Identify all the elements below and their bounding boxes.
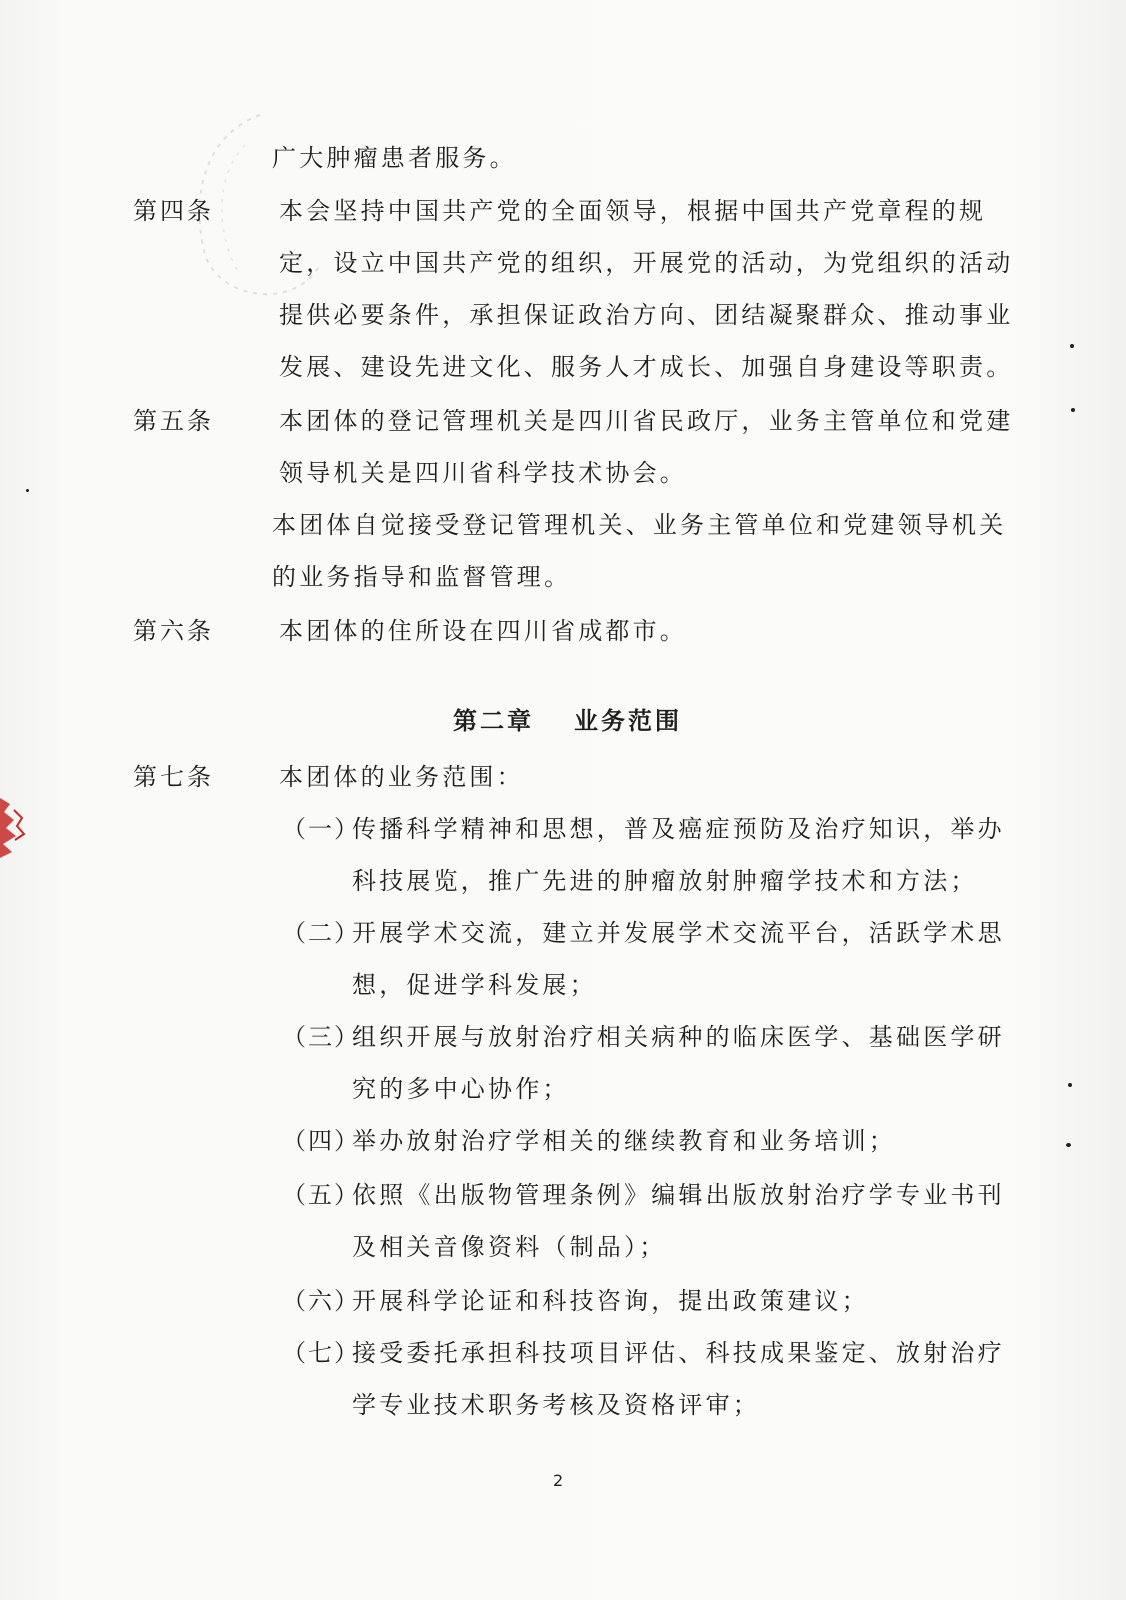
item-line: 开展科学论证和科技咨询，提出政策建议； [352,1287,869,1315]
speck [1070,344,1074,348]
chapter-title: 业务范围 [574,706,682,735]
item-line: 组织开展与放射治疗相关病种的临床医学、基础医学研 [352,1023,1005,1051]
item-line: 传播科学精神和思想，普及癌症预防及治疗知识，举办 [352,815,1005,843]
article3-continuation: 广大肿瘤患者服务。 [272,144,517,172]
item-line: 开展学术交流，建立并发展学术交流平台，活跃学术思 [352,919,1005,947]
item-marker: （二） [282,919,360,947]
speck [26,489,29,492]
article5-line: 领导机关是四川省科学技术协会。 [279,459,687,487]
article4-line: 提供必要条件，承担保证政治方向、团结凝聚群众、推动事业 [279,301,1014,329]
item-line: 学专业技术职务考核及资格评审； [352,1391,760,1419]
item-marker: （六） [282,1287,360,1315]
item-line: 想，促进学科发展； [352,971,597,999]
item-line: 接受委托承担科技项目评估、科技成果鉴定、放射治疗 [352,1339,1005,1367]
item-marker: （一） [282,815,360,843]
article5-extra-line: 本团体自觉接受登记管理机关、业务主管单位和党建领导机关 [272,511,1007,539]
article5-extra-line: 的业务指导和监督管理。 [272,563,572,591]
item-line: 及相关音像资料（制品）； [352,1233,667,1261]
speck [1066,1143,1071,1147]
article4-line: 本会坚持中国共产党的全面领导，根据中国共产党章程的规 [279,197,987,225]
chapter-heading [453,706,682,736]
article7-label: 第七条 [133,763,214,791]
item-line: 举办放射治疗学相关的继续教育和业务培训； [352,1127,896,1155]
article4-line: 定，设立中国共产党的组织，开展党的活动，为党组织的活动 [279,249,1014,277]
item-marker: （五） [282,1181,360,1209]
item-marker: （四） [282,1127,360,1155]
red-seal-edge [0,790,28,860]
speck [1068,1083,1072,1087]
item-line: 究的多中心协作； [352,1075,570,1103]
article5-line: 本团体的登记管理机关是四川省民政厅，业务主管单位和党建 [279,407,1014,435]
speck [1071,408,1075,412]
item-line: 依照《出版物管理条例》编辑出版放射治疗学专业书刊 [352,1181,1005,1209]
article4-line: 发展、建设先进文化、服务人才成长、加强自身建设等职责。 [279,353,1014,381]
item-line: 科技展览，推广先进的肿瘤放射肿瘤学技术和方法； [352,867,978,895]
article4-label: 第四条 [133,197,214,225]
page-number: 2 [553,1471,564,1490]
article6-label: 第六条 [133,617,214,645]
item-marker: （三） [282,1023,360,1051]
chapter-number: 第二章 [453,706,534,735]
item-marker: （七） [282,1339,360,1367]
article5-label: 第五条 [133,407,214,435]
article6-line: 本团体的住所设在四川省成都市。 [279,617,687,645]
article7-intro: 本团体的业务范围： [279,763,524,791]
